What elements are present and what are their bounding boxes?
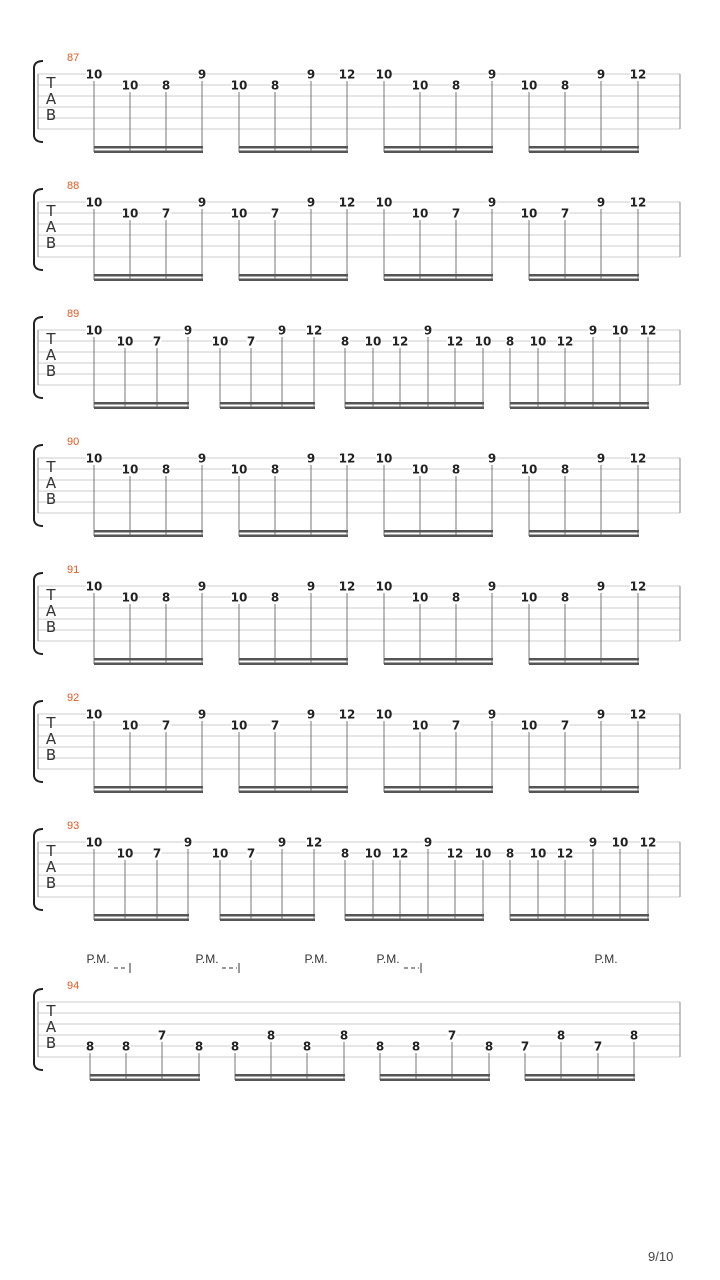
fret-number: 10 <box>85 707 103 722</box>
beam <box>220 402 315 405</box>
tab-clef-letter: A <box>45 858 57 876</box>
fret-number: 7 <box>451 718 461 733</box>
tab-clef-letter: B <box>45 1034 57 1052</box>
fret-number: 7 <box>152 846 162 861</box>
tab-clef-letter: B <box>45 106 57 124</box>
tab-system-87 <box>34 52 680 153</box>
beam <box>239 279 348 282</box>
fret-number: 10 <box>411 206 429 221</box>
measure-number: 91 <box>67 564 80 576</box>
beam <box>94 791 203 794</box>
beam <box>94 407 189 410</box>
fret-number: 8 <box>629 1028 639 1043</box>
beam <box>384 658 493 661</box>
fret-number: 10 <box>116 334 134 349</box>
beam <box>510 407 649 410</box>
beam <box>384 535 493 538</box>
tab-clef-letter: B <box>45 490 57 508</box>
fret-number: 10 <box>85 195 103 210</box>
beam <box>525 1079 635 1082</box>
beam <box>94 151 203 154</box>
beam <box>380 1079 490 1082</box>
fret-number: 8 <box>451 462 461 477</box>
fret-number: 9 <box>306 67 316 82</box>
fret-number: 10 <box>211 334 229 349</box>
fret-number: 12 <box>639 323 657 338</box>
tab-clef-letter: A <box>45 602 57 620</box>
fret-number: 10 <box>230 78 248 93</box>
fret-number: 10 <box>474 846 492 861</box>
palm-mute-marking: P.M. <box>195 952 219 966</box>
beam <box>94 146 203 149</box>
beam <box>529 786 639 789</box>
fret-number: 10 <box>411 590 429 605</box>
beam <box>529 151 639 154</box>
beam <box>529 658 639 661</box>
beam <box>94 274 203 277</box>
fret-number: 7 <box>270 718 280 733</box>
tab-clef-letter: T <box>46 1002 56 1020</box>
fret-number: 9 <box>197 707 207 722</box>
tab-clef-letter: T <box>46 842 56 860</box>
beam <box>94 919 189 922</box>
fret-number: 10 <box>411 78 429 93</box>
fret-number: 12 <box>629 707 647 722</box>
fret-number: 7 <box>152 334 162 349</box>
beam <box>384 151 493 154</box>
fret-number: 10 <box>230 718 248 733</box>
beam <box>239 151 348 154</box>
beam <box>345 919 484 922</box>
fret-number: 9 <box>423 323 433 338</box>
fret-number: 10 <box>529 334 547 349</box>
beam <box>380 1074 490 1077</box>
measure-number: 94 <box>67 980 80 992</box>
measure-number: 90 <box>67 436 80 448</box>
beam <box>220 919 315 922</box>
fret-number: 8 <box>484 1039 494 1054</box>
tab-clef-letter: B <box>45 362 57 380</box>
beam <box>94 663 203 666</box>
fret-number: 9 <box>277 323 287 338</box>
tab-clef-letter: B <box>45 618 57 636</box>
fret-number: 8 <box>560 590 570 605</box>
tab-clef-letter: B <box>45 746 57 764</box>
tab-clef-letter: A <box>45 346 57 364</box>
fret-number: 8 <box>339 1028 349 1043</box>
beam <box>529 791 639 794</box>
fret-number: 8 <box>375 1039 385 1054</box>
fret-number: 10 <box>364 846 382 861</box>
tab-clef-letter: A <box>45 90 57 108</box>
fret-number: 10 <box>529 846 547 861</box>
fret-number: 10 <box>230 206 248 221</box>
beam <box>510 914 649 917</box>
fret-number: 9 <box>306 195 316 210</box>
tab-clef-letter: T <box>46 202 56 220</box>
fret-number: 8 <box>560 78 570 93</box>
measure-number: 87 <box>67 52 80 64</box>
fret-number: 9 <box>487 195 497 210</box>
beam <box>384 146 493 149</box>
fret-number: 10 <box>411 462 429 477</box>
fret-number: 9 <box>306 579 316 594</box>
fret-number: 9 <box>423 835 433 850</box>
fret-number: 9 <box>197 451 207 466</box>
fret-number: 8 <box>161 462 171 477</box>
palm-mute-marking: P.M. <box>594 952 618 966</box>
tab-clef-letter: B <box>45 874 57 892</box>
fret-number: 10 <box>520 78 538 93</box>
fret-number: 9 <box>588 323 598 338</box>
beam <box>529 663 639 666</box>
beam <box>239 658 348 661</box>
fret-number: 10 <box>611 835 629 850</box>
beam <box>345 402 484 405</box>
measure-number: 88 <box>67 180 80 192</box>
fret-number: 8 <box>505 846 515 861</box>
fret-number: 10 <box>375 579 393 594</box>
tab-clef-letter: T <box>46 586 56 604</box>
fret-number: 8 <box>451 78 461 93</box>
tab-clef-letter: A <box>45 730 57 748</box>
fret-number: 12 <box>305 323 323 338</box>
fret-number: 10 <box>375 707 393 722</box>
fret-number: 9 <box>277 835 287 850</box>
fret-number: 9 <box>197 67 207 82</box>
fret-number: 12 <box>391 334 409 349</box>
fret-number: 9 <box>487 451 497 466</box>
fret-number: 10 <box>121 718 139 733</box>
fret-number: 9 <box>596 451 606 466</box>
tab-clef-letter: T <box>46 74 56 92</box>
beam <box>529 535 639 538</box>
beam <box>239 791 348 794</box>
fret-number: 8 <box>302 1039 312 1054</box>
fret-number: 8 <box>560 462 570 477</box>
fret-number: 10 <box>520 718 538 733</box>
fret-number: 9 <box>306 451 316 466</box>
beam <box>384 663 493 666</box>
tab-clef-letter: T <box>46 330 56 348</box>
fret-number: 9 <box>197 195 207 210</box>
tab-system-94 <box>34 952 680 1081</box>
beam <box>94 914 189 917</box>
fret-number: 9 <box>596 67 606 82</box>
beam <box>239 786 348 789</box>
fret-number: 7 <box>560 718 570 733</box>
beam <box>235 1079 345 1082</box>
beam <box>529 279 639 282</box>
fret-number: 8 <box>270 590 280 605</box>
fret-number: 12 <box>629 67 647 82</box>
fret-number: 12 <box>629 579 647 594</box>
beam <box>94 786 203 789</box>
tab-clef-letter: A <box>45 1018 57 1036</box>
fret-number: 8 <box>270 78 280 93</box>
fret-number: 9 <box>588 835 598 850</box>
tab-system-92 <box>34 692 680 793</box>
fret-number: 12 <box>556 334 574 349</box>
fret-number: 8 <box>505 334 515 349</box>
fret-number: 10 <box>474 334 492 349</box>
fret-number: 7 <box>161 718 171 733</box>
tab-clef-letter: T <box>46 714 56 732</box>
fret-number: 10 <box>121 78 139 93</box>
fret-number: 10 <box>230 590 248 605</box>
beam <box>239 530 348 533</box>
fret-number: 8 <box>340 334 350 349</box>
tab-clef-letter: T <box>46 458 56 476</box>
fret-number: 12 <box>338 579 356 594</box>
fret-number: 9 <box>487 579 497 594</box>
fret-number: 12 <box>338 707 356 722</box>
tab-system-88 <box>34 180 680 281</box>
fret-number: 7 <box>451 206 461 221</box>
fret-number: 7 <box>161 206 171 221</box>
tab-system-93 <box>34 820 680 921</box>
fret-number: 8 <box>270 462 280 477</box>
beam <box>239 535 348 538</box>
beam <box>94 530 203 533</box>
fret-number: 12 <box>629 195 647 210</box>
fret-number: 10 <box>85 835 103 850</box>
beam <box>239 663 348 666</box>
beam <box>90 1079 200 1082</box>
tab-system-90 <box>34 436 680 537</box>
fret-number: 10 <box>375 451 393 466</box>
measure-number: 89 <box>67 308 80 320</box>
beam <box>94 402 189 405</box>
fret-number: 12 <box>305 835 323 850</box>
fret-number: 10 <box>116 846 134 861</box>
fret-number: 8 <box>194 1039 204 1054</box>
fret-number: 9 <box>183 323 193 338</box>
beam <box>525 1074 635 1077</box>
fret-number: 8 <box>85 1039 95 1054</box>
beam <box>239 274 348 277</box>
beam <box>384 786 493 789</box>
tab-clef-letter: B <box>45 234 57 252</box>
fret-number: 10 <box>375 195 393 210</box>
fret-number: 9 <box>306 707 316 722</box>
palm-mute-marking: P.M. <box>304 952 328 966</box>
fret-number: 12 <box>338 67 356 82</box>
measure-number: 92 <box>67 692 80 704</box>
beam <box>529 146 639 149</box>
fret-number: 10 <box>611 323 629 338</box>
fret-number: 10 <box>85 579 103 594</box>
fret-number: 10 <box>85 323 103 338</box>
fret-number: 7 <box>157 1028 167 1043</box>
tab-system-89 <box>34 308 680 409</box>
fret-number: 7 <box>593 1039 603 1054</box>
fret-number: 12 <box>629 451 647 466</box>
fret-number: 10 <box>85 67 103 82</box>
fret-number: 12 <box>639 835 657 850</box>
fret-number: 10 <box>520 462 538 477</box>
fret-number: 12 <box>446 334 464 349</box>
fret-number: 8 <box>161 78 171 93</box>
fret-number: 9 <box>487 67 497 82</box>
fret-number: 12 <box>338 195 356 210</box>
beam <box>510 402 649 405</box>
fret-number: 12 <box>338 451 356 466</box>
fret-number: 8 <box>451 590 461 605</box>
fret-number: 9 <box>596 579 606 594</box>
beam <box>384 530 493 533</box>
fret-number: 7 <box>560 206 570 221</box>
fret-number: 10 <box>230 462 248 477</box>
fret-number: 7 <box>270 206 280 221</box>
palm-mute-marking: P.M. <box>376 952 400 966</box>
fret-number: 10 <box>121 462 139 477</box>
fret-number: 10 <box>85 451 103 466</box>
fret-number: 8 <box>340 846 350 861</box>
fret-number: 8 <box>121 1039 131 1054</box>
beam <box>384 279 493 282</box>
tab-system-91 <box>34 564 680 665</box>
fret-number: 10 <box>121 206 139 221</box>
fret-number: 10 <box>520 590 538 605</box>
beam <box>345 407 484 410</box>
fret-number: 7 <box>447 1028 457 1043</box>
palm-mute-marking: P.M. <box>86 952 110 966</box>
fret-number: 8 <box>230 1039 240 1054</box>
fret-number: 10 <box>411 718 429 733</box>
fret-number: 9 <box>183 835 193 850</box>
beam <box>345 914 484 917</box>
beam <box>235 1074 345 1077</box>
beam <box>384 791 493 794</box>
beam <box>94 279 203 282</box>
beam <box>529 530 639 533</box>
beam <box>94 658 203 661</box>
fret-number: 12 <box>446 846 464 861</box>
beam <box>529 274 639 277</box>
fret-number: 10 <box>520 206 538 221</box>
fret-number: 8 <box>556 1028 566 1043</box>
page-number: 9/10 <box>648 1249 674 1264</box>
fret-number: 8 <box>411 1039 421 1054</box>
fret-number: 12 <box>391 846 409 861</box>
fret-number: 8 <box>266 1028 276 1043</box>
fret-number: 7 <box>246 334 256 349</box>
beam <box>220 407 315 410</box>
tab-clef-letter: A <box>45 218 57 236</box>
beam <box>239 146 348 149</box>
beam <box>94 535 203 538</box>
fret-number: 7 <box>520 1039 530 1054</box>
fret-number: 10 <box>364 334 382 349</box>
fret-number: 9 <box>197 579 207 594</box>
measure-number: 93 <box>67 820 80 832</box>
fret-number: 12 <box>556 846 574 861</box>
fret-number: 9 <box>487 707 497 722</box>
fret-number: 10 <box>121 590 139 605</box>
beam <box>220 914 315 917</box>
fret-number: 9 <box>596 195 606 210</box>
beam <box>384 274 493 277</box>
tab-clef-letter: A <box>45 474 57 492</box>
fret-number: 7 <box>246 846 256 861</box>
fret-number: 10 <box>211 846 229 861</box>
fret-number: 8 <box>161 590 171 605</box>
beam <box>90 1074 200 1077</box>
fret-number: 9 <box>596 707 606 722</box>
fret-number: 10 <box>375 67 393 82</box>
beam <box>510 919 649 922</box>
